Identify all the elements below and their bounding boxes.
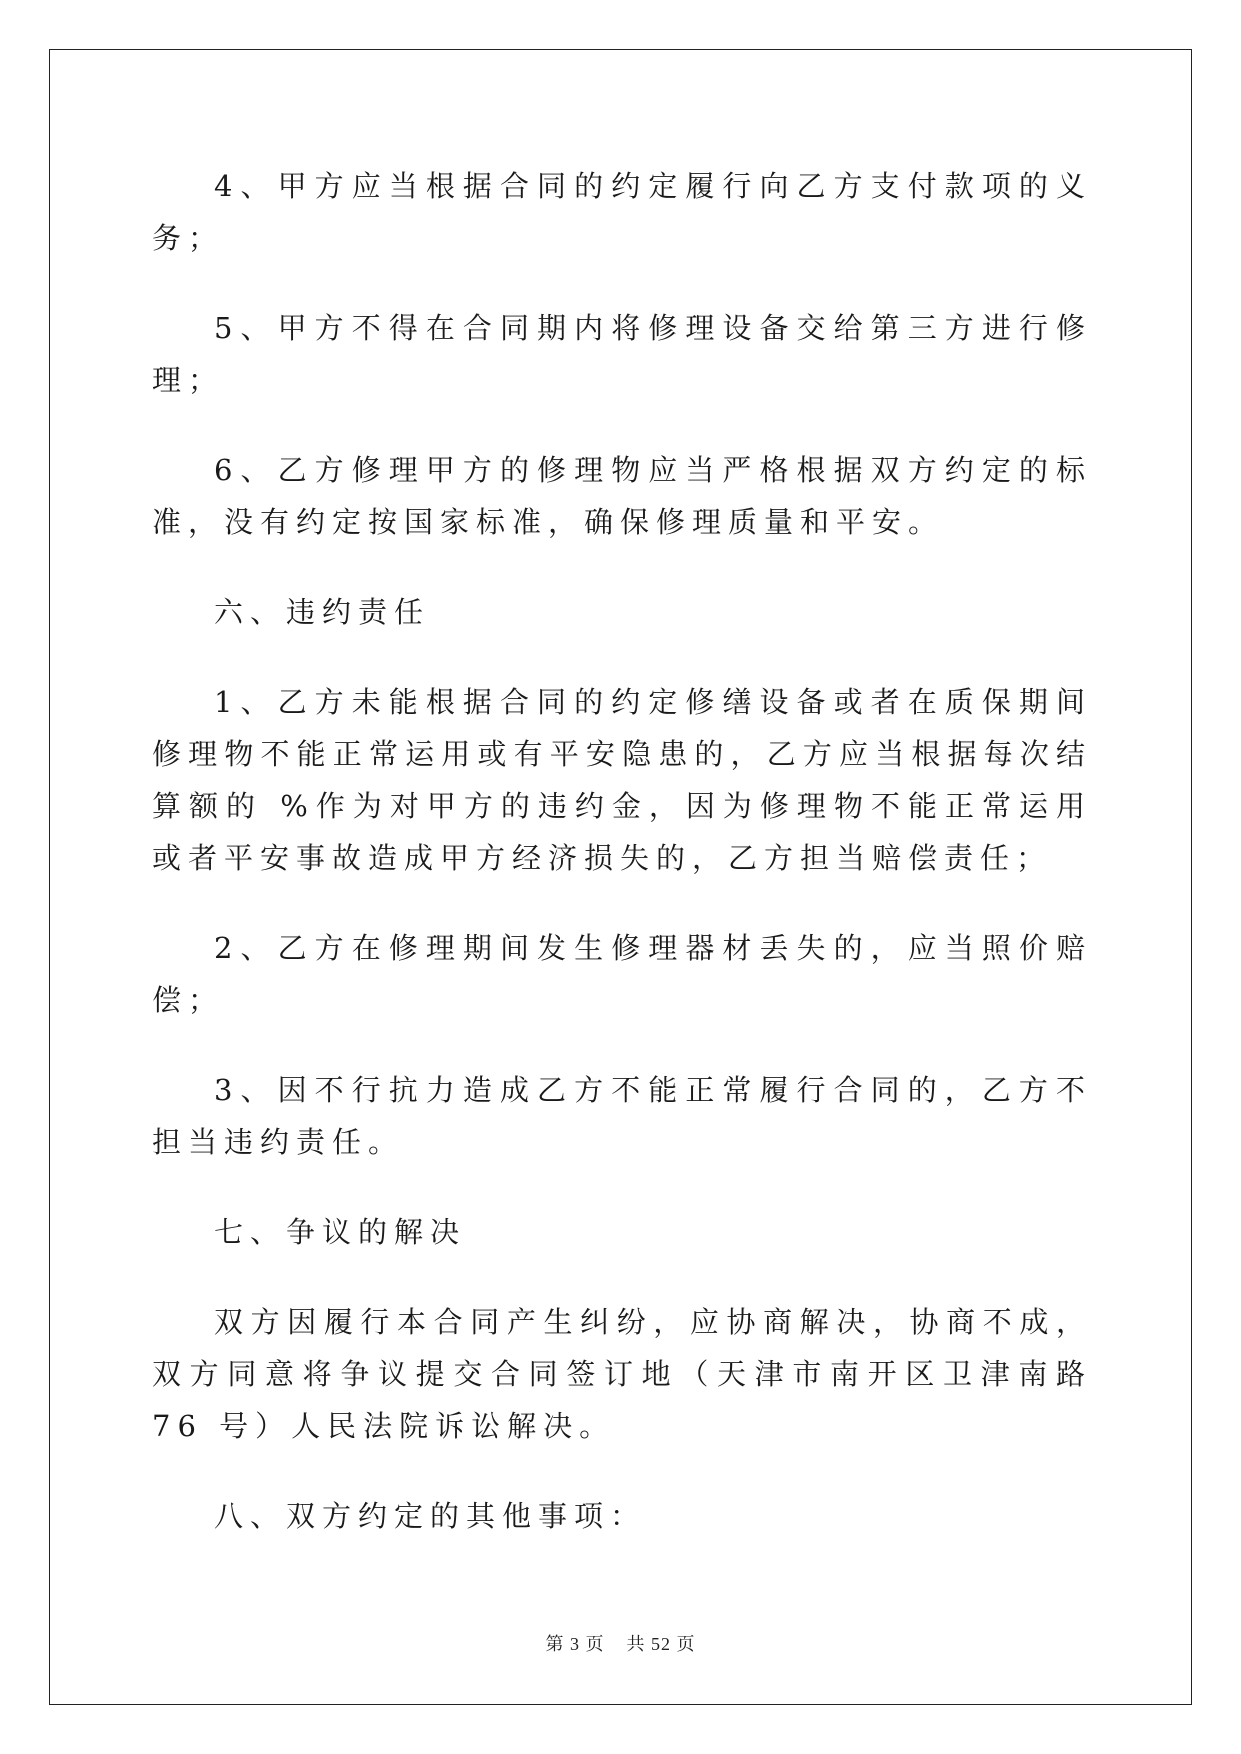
page-total: 共 52 页: [626, 1634, 696, 1654]
page-number: 第 3 页: [545, 1634, 605, 1654]
document-body: [152, 160, 1092, 1580]
page-footer: [0, 1630, 1241, 1656]
paragraph: 4、甲方应当根据合同的约定履行向乙方支付款项的义务；: [152, 169, 1092, 255]
paragraph: 2、乙方在修理期间发生修理器材丢失的，应当照价赔偿；: [152, 931, 1092, 1017]
paragraph: 双方因履行本合同产生纠纷，应协商解决，协商不成，双方同意将争议提交合同签订地（天津市南开区卫津南路 76 号）人民法院诉讼解决。: [152, 1305, 1092, 1443]
section-heading: 八、双方约定的其他事项：: [214, 1499, 647, 1533]
paragraph: 1、乙方未能根据合同的约定修缮设备或者在质保期间修理物不能正常运用或有平安隐患的，乙方应当根据每次结算额的 %作为对甲方的违约金，因为修理物不能正常运用或者平安事故造成甲方经济损失的，乙方担当赔偿责任；: [152, 685, 1092, 875]
paragraph: 5、甲方不得在合同期内将修理设备交给第三方进行修理；: [152, 311, 1092, 397]
section-heading: 六、违约责任: [214, 595, 431, 629]
paragraph: 6、乙方修理甲方的修理物应当严格根据双方约定的标准，没有约定按国家标准，确保修理质量和平安。: [152, 453, 1092, 539]
section-heading: 七、争议的解决: [214, 1215, 467, 1249]
paragraph: 3、因不行抗力造成乙方不能正常履行合同的，乙方不担当违约责任。: [152, 1073, 1092, 1159]
